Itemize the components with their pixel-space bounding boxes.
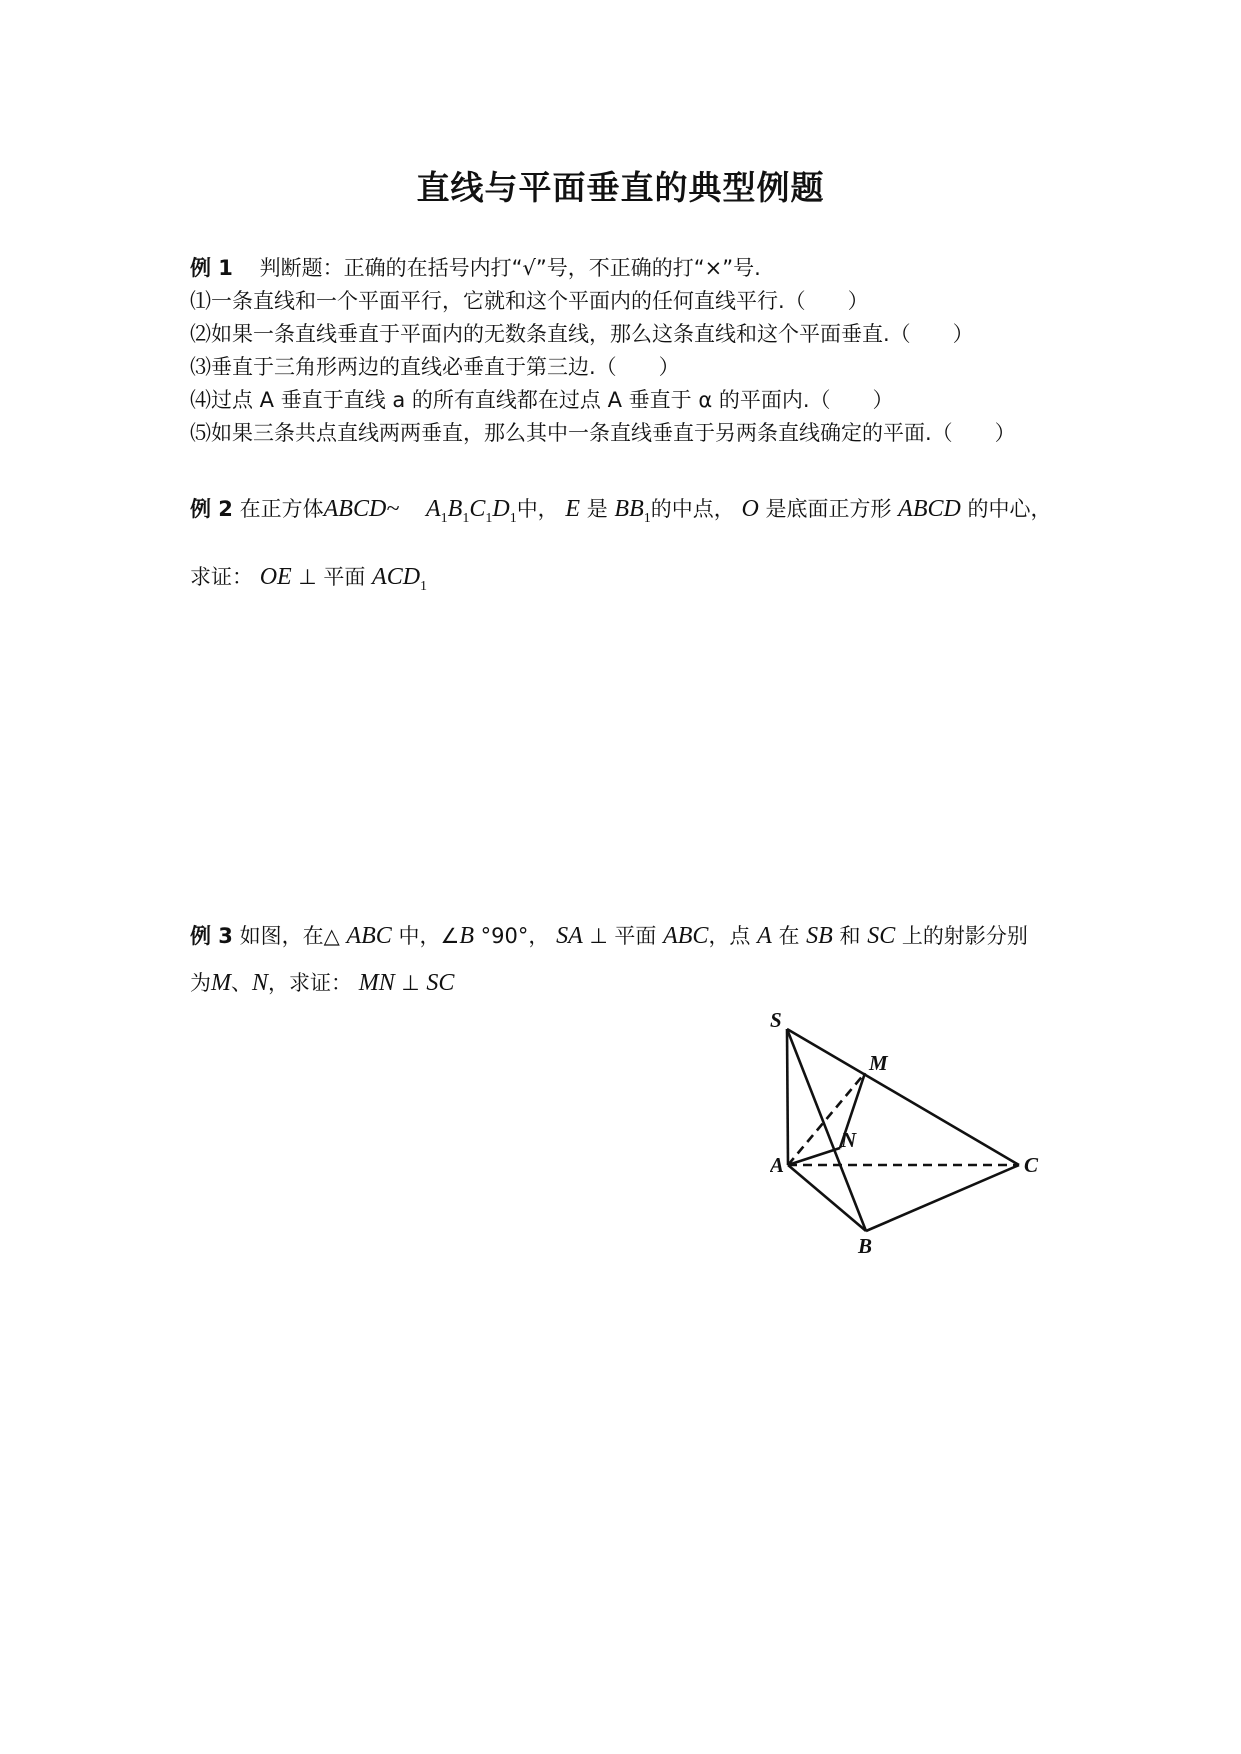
label-C: C [1024,1153,1039,1177]
ex2-math: ABCD [898,496,961,522]
ex3-text: 上的射影分别 [901,924,1028,948]
ex1-item-1: ⑴一条直线和一个平面平行，它就和这个平面内的任何直线平行.（ ） [190,289,869,313]
ex2-math: $ACD_1$ [372,564,428,594]
edge-BC [866,1165,1019,1231]
ex3-text: ，点 [708,924,751,948]
ex2-label: 例 2 [190,497,233,521]
ex1-item-4: ⑷过点 A 垂直于直线 a 的所有直线都在过点 A 垂直于 α 的平面内.（ ） [190,388,894,412]
ex3-text: 、 [231,971,252,995]
label-B: B [858,1234,873,1258]
ex2-text: 是底面正方形 [765,497,892,521]
ex3-text: 为 [190,971,211,995]
ex3-text: ，求证： [268,971,353,995]
label-N: N [841,1128,857,1152]
ex3-math: N [252,970,269,996]
ex2-text: 是 [586,497,608,521]
ex3-math: SA [556,923,583,949]
ex2-math: E [565,496,581,522]
ex2-text: 的中心， [967,497,1052,521]
ex3-math: ABC [663,923,709,949]
label-A: A [770,1153,785,1177]
ex3-label: 例 3 [190,924,233,948]
ex1-item-2: ⑵如果一条直线垂直于平面内的无数条直线，那么这条直线和这个平面垂直.（ ） [190,322,974,346]
ex3-math: ABC [346,923,392,949]
ex1-item-5: ⑸如果三条共点直线两两垂直，那么其中一条直线垂直于另两条直线确定的平面.（ ） [190,421,1016,445]
perp-symbol: ⊥ [401,971,420,995]
ex3-text: 在 [778,924,800,948]
edge-SA [787,1029,788,1165]
label-M: M [869,1051,888,1075]
ex2-line-2 [190,561,427,595]
ex2-math: OE [259,564,292,590]
ex2-text: 在正方体 [239,497,324,521]
ex3-math: M [211,970,231,996]
ex3-line-1 [190,920,1028,950]
edge-SC [787,1029,1019,1165]
ex1-header [190,252,761,282]
page-title: 直线与平面垂直的典型例题 [416,168,825,207]
ex2-math: ABCD [323,496,387,522]
ex1-prompt: 判断题：正确的在括号内打“√”号，不正确的打“×”号. [259,256,761,280]
ex2-math: $BB_1$ [614,496,651,526]
ex3-math: SB [806,923,833,949]
segment-AN [788,1148,840,1165]
ex3-math: B [459,923,474,949]
ex1-item-3: ⑶垂直于三角形两边的直线必垂直于第三边.（ ） [190,355,680,379]
ex2-text: 的中点， [650,497,735,521]
ex2-text: 中， [516,497,559,521]
tetrahedron-figure [770,1010,1060,1260]
ex2-text: 求证： [190,565,253,589]
ex3-text: ⊥ 平面 [589,924,657,948]
ex1-label: 例 1 [190,256,233,280]
ex3-text: 和 [839,924,861,948]
label-S: S [770,1010,782,1032]
ex3-line-2 [190,967,454,997]
ex3-text: 中，∠ [398,924,460,948]
ex2-cube-top: $A_1B_1C_1D_1$ [425,496,517,526]
ex3-math: MN [358,970,395,996]
ex3-math: SC [867,923,896,949]
ex3-text: °90°， [480,924,550,948]
ex2-text: 平面 [323,565,366,589]
perp-symbol: ⊥ [298,565,317,589]
ex3-math: A [757,923,772,949]
ex2-line-1 [190,493,1052,527]
ex2-tilde: ~ [386,496,400,522]
ex3-math: SC [426,970,455,996]
ex3-text: 如图，在△ [239,924,340,948]
ex2-math: O [741,496,759,522]
